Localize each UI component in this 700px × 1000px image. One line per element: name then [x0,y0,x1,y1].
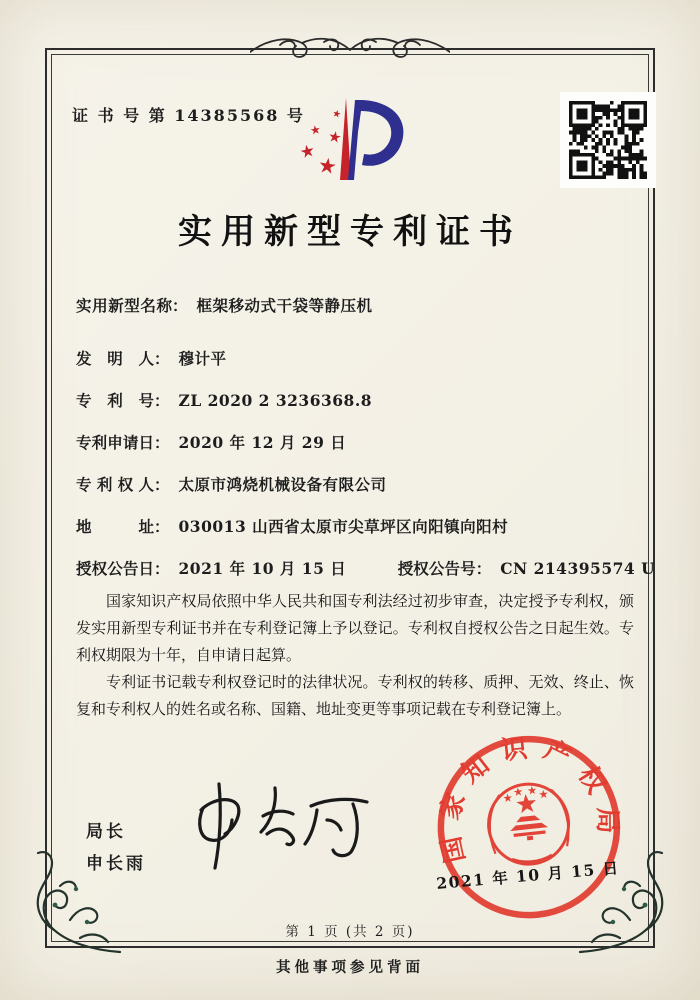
field-filing-date: 专利申请日： 2020 年 12 月 29 日 [76,433,347,452]
field-label: 发明人 [76,349,154,368]
seal-date: 2021 年 10 月 15 日 [435,858,621,893]
statutory-paragraph-2: 专利证书记载专利权登记时的法律状况。专利权的转移、质押、无效、终止、恢复和专利权人的姓名或名称、国籍、地址变更等事项记载在专利登记簿上。 [76,673,634,718]
director-signature [175,776,385,876]
field-label: 地址 [76,517,154,536]
field-inventor: 发明人： 穆计平 [76,349,227,368]
field-label: 授权公告号 [397,559,476,578]
certificate-fields [76,294,656,599]
field-value: 框架移动式干袋等静压机 [196,296,373,315]
cnipa-official-seal [415,721,646,934]
field-value: 030013 山西省太原市尖草坪区向阳镇向阳村 [178,517,509,536]
field-value: 穆计平 [178,349,227,368]
field-patent-number: 专利号： ZL 2020 2 3236368.8 [76,391,373,410]
field-label: 授权公告日 [76,559,154,578]
field-value: CN 214395574 U [500,559,656,578]
field-patentee: 专利权人： 太原市鸿烧机械设备有限公司 [76,475,387,494]
certificate-number: 证 书 号 第 14385568 号 [72,106,305,125]
field-grant-row [76,557,656,579]
seal-text: 国家知识产权局 [433,732,622,866]
statutory-text [76,588,634,723]
national-emblem-icon [485,780,573,868]
field-value: 2021 年 10 月 15 日 [178,559,347,578]
page-number: 第 1 页 (共 2 页) [285,924,415,940]
field-utility-model-name: 实用新型名称： 框架移动式干袋等静压机 [76,296,373,315]
qr-code [560,92,656,188]
signer-block [86,816,146,880]
field-value: 太原市鸿烧机械设备有限公司 [178,475,387,494]
field-address: 地址： 030013 山西省太原市尖草坪区向阳镇向阳村 [76,517,509,536]
field-value: ZL 2020 2 3236368.8 [178,391,373,410]
field-label: 专利权人 [76,475,154,494]
statutory-paragraph-1: 国家知识产权局依照中华人民共和国专利法经过初步审查，决定授予专利权，颁发实用新型专利证书并在专利登记簿上予以登记。专利权自授权公告之日起生效。专利权期限为十年，自申请日起算。 [76,592,634,664]
logo-p-mark [288,92,418,188]
field-grant-date: 授权公告日： 2021 年 10 月 15 日 [76,559,347,578]
certificate-title: 实用新型专利证书 [178,212,522,252]
field-label: 专利申请日 [76,433,154,452]
field-grant-number: 授权公告号： CN 214395574 U [397,559,656,578]
signer-name: 申长雨 [86,854,146,874]
cnipa-logo-icon: ★ ★ ★ ★ ★ [288,92,418,188]
field-label: 实用新型名称 [76,296,172,315]
field-label: 专利号 [76,391,154,410]
back-side-note: 其他事项参见背面 [276,959,424,976]
signer-title: 局长 [86,822,126,842]
field-value: 2020 年 12 月 29 日 [178,433,347,452]
